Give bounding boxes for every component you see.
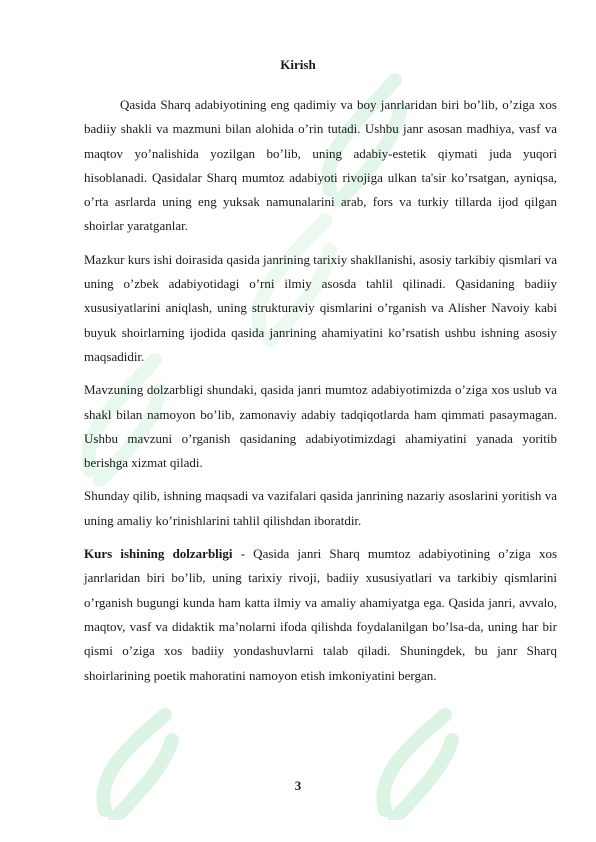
watermark-logo-bottom-left [80, 690, 190, 820]
paragraph [84, 378, 557, 475]
paragraph-text: Mazkur kurs ishi doirasida qasida janrining tarixiy shakllanishi, asosiy tarkibiy qismlari va uning o’zbek adabiyotidagi o’rni ilmiy asosda tahlil qilinadi. Qasidaning badiiy xususiyatlarini aniqlash, uning strukturaviy qismlarini o’rganish va Alisher Navoiy kabi buyuk shoirlarning ijodida qasida janrining ahamiyatini ko’rsatish ushbu ishning asosiy maqsadidir. [84, 251, 557, 364]
paragraph-text: Qasida Sharq adabiyotining eng qadimiy va boy janrlaridan biri bo’lib, o’ziga xos badiiy shakli va mazmuni bilan alohida o’rin tutadi. Ushbu janr asosan madhiya, vasf va maqtov yo’nalishida yozilgan bo’lib, uning adabiy-estetik qiymati juda yuqori hisoblanadi. Qasidalar Sharq mumtoz adabiyoti rivojiga ulkan ta'sir ko’rsatgan, ayniqsa, o’rta asrlarda uning eng yuksak namunalarini arab, fors va turkiy tillarda ijod qilgan shoirlar yaratganlar. [84, 97, 557, 234]
green-leaf-logo-icon [80, 690, 190, 820]
page-title: Kirish [280, 57, 316, 72]
paragraph-lead: Kurs ishining dolzarbligi [84, 546, 233, 562]
green-leaf-logo-icon [360, 690, 470, 820]
body-text [84, 93, 557, 697]
paragraph-text: Mavzuning dolzarbligi shundaki, qasida janri mumtoz adabiyotimizda o’ziga xos uslub va shakl bilan namoyon bo’lib, zamonaviy adabiy tadqiqotlarda ham qimmati pasaymagan. Ushbu mavzuni o’rganish qasidaning adabiyotimizdagi ahamiyatini yanada yoritib berishga xizmat qiladi. [84, 382, 557, 471]
page-number: 3 [294, 778, 302, 793]
paragraph [84, 542, 557, 688]
paragraph-text: Shunday qilib, ishning maqsadi va vazifalari qasida janrining nazariy asoslarini yoritish va uning amaliy ko’rinishlarini tahlil qilishdan iboratdir. [84, 488, 557, 528]
watermark-logo-bottom-right [360, 690, 470, 820]
paragraph-text: - Qasida janri Sharq mumtoz adabiyotining o’ziga xos janrlaridan biri bo’lib, uning tarixiy rivoji, badiiy xususiyatlari va tarkibiy qismlarini o’rganish bugungi kunda ham katta ilmiy va amaliy ahamiyatga ega. Qasida janri, avvalo, maqtov, vasf va didaktik ma’nolarni ifoda qilishda foydalanilgan bo’lsa-da, uning har bir qismi o’ziga xos badiiy yondashuvlarni talab qiladi. Shuningdek, bu janr Sharq shoirlarining poetik mahoratini namoyon etish imkoniyatini bergan. [84, 546, 558, 683]
paragraph [84, 484, 557, 533]
paragraph [84, 93, 557, 239]
paragraph [84, 248, 557, 369]
